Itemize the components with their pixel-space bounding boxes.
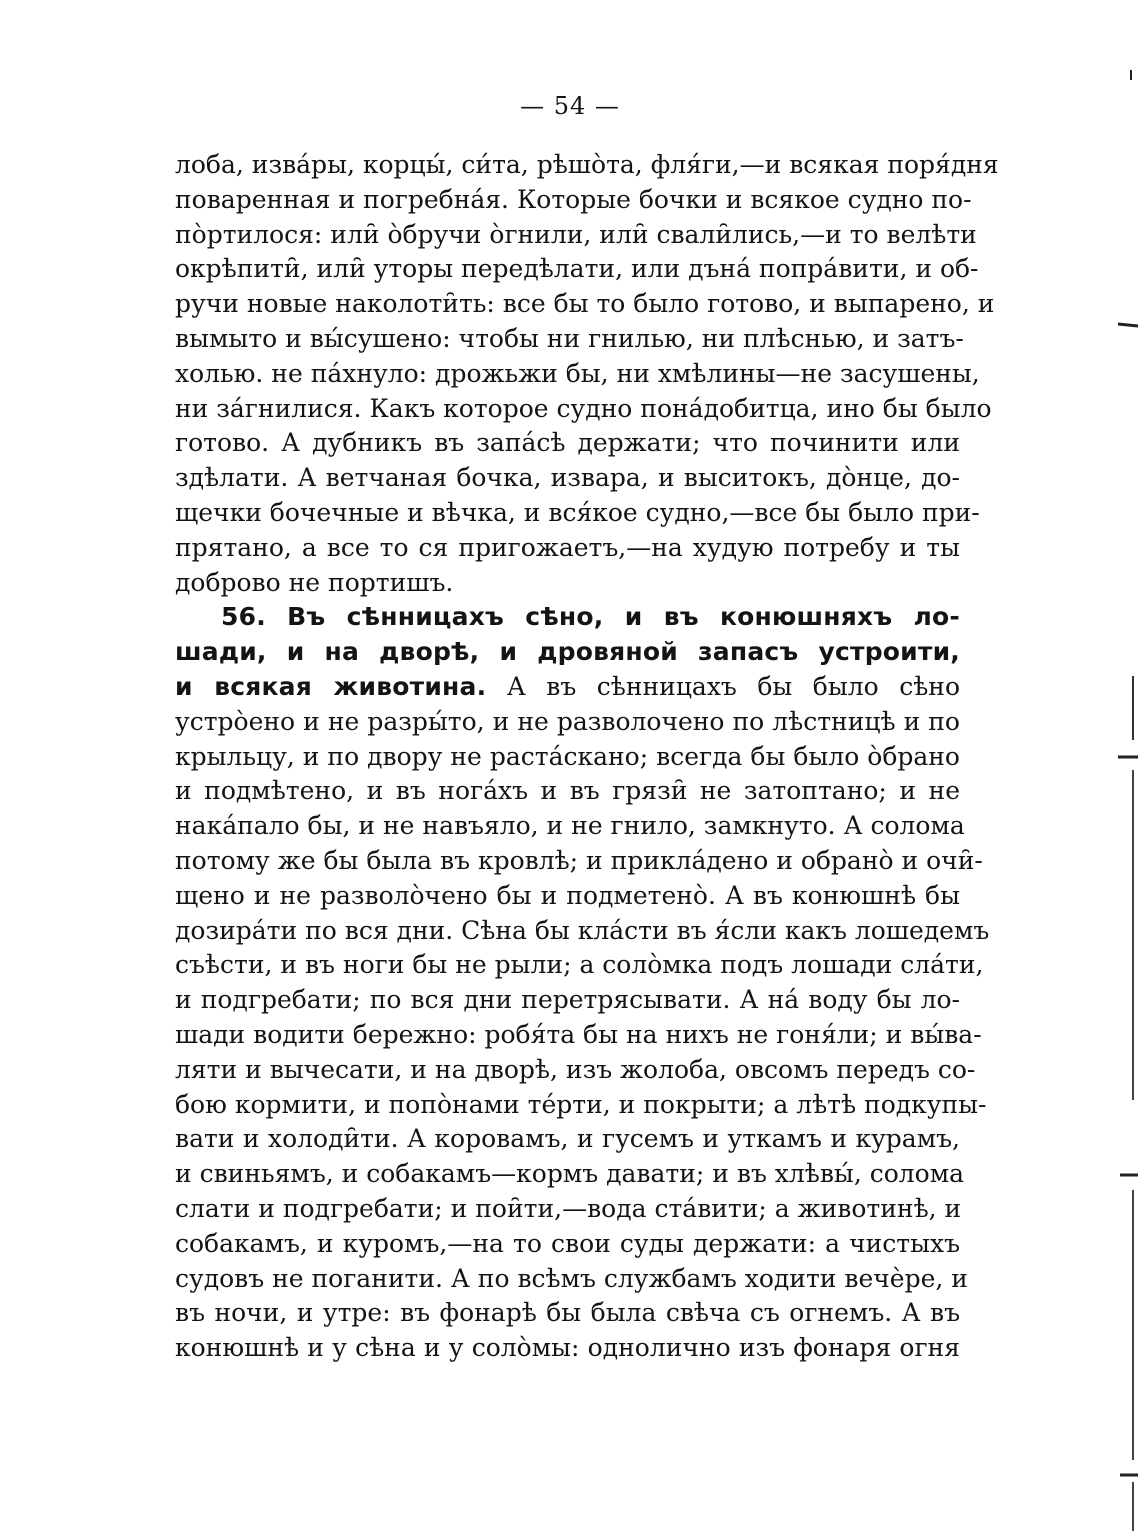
text-line: прятано, а все то ся пригожаетъ,—на худую потребу и ты	[175, 532, 960, 562]
text-line: бою кормити, и попо̀нами те́рти, и покрыти; а лѣтѣ подкупы-	[175, 1089, 987, 1119]
scan-mark	[1118, 324, 1138, 326]
page-body	[175, 148, 999, 1366]
section-heading-line: шади, и на дворѣ, и дровяной запасъ устроити,	[175, 637, 960, 667]
text-line: доброво не портишъ.	[175, 567, 454, 597]
text-line: собакамъ, и куромъ,—на то свои суды держати: а чистыхъ	[175, 1228, 960, 1258]
text-line: ручи новые наколоти̑ть: все бы то было готово, и выпарено, и	[175, 289, 995, 319]
text-line: лоба, изва́ры, корцы́, си́та, рѣшо̀та, фля́ги,—и всякая поря́дня	[175, 150, 999, 179]
text-run: А въ сѣнницахъ бы было сѣно	[506, 671, 960, 701]
text-line: вати и холоди̑ти. А коровамъ, и гусемъ и уткамъ и курамъ,	[175, 1124, 960, 1154]
text-line: вымыто и вы́сушено: чтобы ни гнилью, ни плѣснью, и затъ-	[175, 323, 964, 353]
text-line: щечки бочечные и вѣчка, и вся́кое судно,—все бы было при-	[175, 497, 980, 527]
page-number: — 54 —	[520, 92, 620, 120]
text-line: судовъ не поганити. А по всѣмъ службамъ ходити вечѐре, и	[175, 1263, 968, 1293]
text-line: здѣлати. А ветчаная бочка, извара, и выситокъ, до̀нце, до-	[175, 463, 960, 493]
text-line: потому же бы была въ кровлѣ; и прикла́дено и обрано̀ и очи̑-	[175, 845, 983, 875]
text-line: окрѣпити̑, или̑ уторы передѣлати, или дъна́ попра́вити, и об-	[175, 254, 979, 284]
text-line: нака́пало бы, и не навъяло, и не гнило, замкнуто. А солома	[175, 811, 965, 841]
text-line: поваренная и погребна́я. Которые бочки и всякое судно по-	[175, 184, 972, 214]
text-line: и свиньямъ, и собакамъ—кормъ давати; и въ хлѣвы́, солома	[175, 1159, 965, 1189]
text-line: по̀ртилося: или̑ о̀бручи о̀гнили, или̑ свали̑лись,—и то велѣти	[175, 219, 977, 249]
text-line: шади водити бережно: робя́та бы на нихъ не гоня́ли; и вы́ва-	[175, 1019, 982, 1049]
section-heading-tail: и всякая животина.	[175, 671, 487, 701]
text-line: готово. А дубникъ въ запа́сѣ держати; что починити или	[175, 428, 960, 458]
text-line: щено и не разволо̀чено бы и подметено̀. А въ конюшнѣ бы	[175, 880, 960, 910]
text-line: крыльцу, и по двору не раста́скано; всегда бы было о̀брано	[175, 741, 960, 771]
text-line: дозира́ти по вся дни. Сѣна бы кла́сти въ я́сли какъ лошедемъ	[175, 915, 990, 945]
section-heading-mixed-line	[175, 670, 960, 705]
text-line: и подмѣтено, и въ нога́хъ и въ грязи̑ не затоптано; и не	[175, 776, 960, 806]
text-line: и подгребати; по вся дни перетрясывати. А на́ воду бы ло-	[175, 985, 960, 1015]
text-line: ни за́гнилися. Какъ которое судно пона́добитца, ино бы было	[175, 393, 992, 423]
text-line: слати и подгребати; и пои̑ти,—вода ста́вити; а животинѣ, и	[175, 1193, 962, 1223]
text-line: устро̀ено и не разры́то, и не разволочено по лѣстницѣ и по	[175, 706, 960, 736]
text-line: ляти и вычесати, и на дворѣ, изъ жолоба, овсомъ передъ со-	[175, 1054, 976, 1084]
section-heading-line: 56. Въ сѣнницахъ сѣно, и въ конюшняхъ ло-	[221, 602, 960, 632]
text-line: конюшнѣ и у сѣна и у соло̀мы: однолично изъ фонаря огня	[175, 1333, 960, 1363]
text-line: съѣсти, и въ ноги бы не рыли; а соло̀мка подъ лошади сла́ти,	[175, 950, 984, 980]
text-line: холью. не па́хнуло: дрожьжи бы, ни хмѣлины—не засушены,	[175, 358, 980, 388]
text-line: въ ночи, и утре: въ фонарѣ бы была свѣча съ огнемъ. А въ	[175, 1298, 960, 1328]
